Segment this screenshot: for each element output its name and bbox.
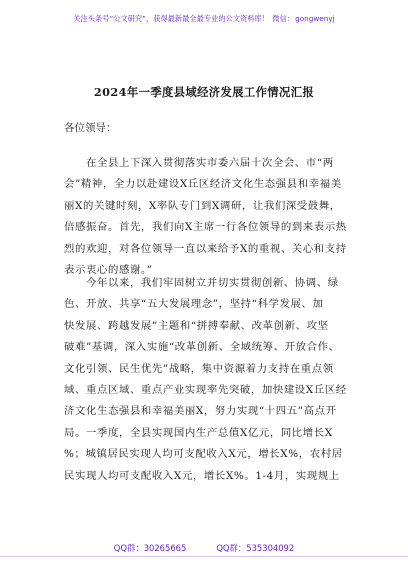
footer-divider <box>0 556 408 557</box>
document-salutation: 各位领导： <box>64 122 117 134</box>
paragraph-line: 文化引领、民生优先”战略，集中资源着力支持在重点领 <box>64 362 334 375</box>
header-wechat-label: 微信： <box>272 14 295 23</box>
footer-qq-group-2: QQ群：535304092 <box>216 543 295 553</box>
paragraph-line: 局。一季度，全县实现国内生产总值X亿元，同比增长X <box>64 426 333 439</box>
footer-qq-groups <box>0 542 408 554</box>
paragraph-line: 域、重点区域、重点产业实现率先突破，加快建设X丘区经 <box>64 383 347 396</box>
header-promo-banner <box>0 14 408 24</box>
paragraph-line: 济文化生态强县和幸福美丽X，努力实现“十四五”高点开 <box>64 405 337 418</box>
document-title: 2024年一季度县域经济发展工作情况汇报 <box>93 85 315 99</box>
paragraph-line: 色、开放、共享“五大发展理念”，坚持“科学发展、加 <box>64 298 324 311</box>
paragraph-line: 丽X的关键时刻，X率队专门到X调研，让我们深受鼓舞， <box>64 199 341 212</box>
footer-qq-group-1: QQ群：30265665 <box>113 543 187 553</box>
paragraph-line: 快发展、跨越发展”主题和“拼搏奉献、改革创新、攻坚 <box>64 319 329 332</box>
paragraph-2 <box>64 273 354 487</box>
paragraph-line: 表示衷心的感谢。” <box>64 263 153 276</box>
header-wechat-id: gongwenyj <box>295 14 335 23</box>
paragraph-1 <box>64 153 354 281</box>
paragraph-line: 倍感振奋。首先，我们向X主席一行各位领导的到来表示热 <box>64 221 347 234</box>
header-promo-text: 关注头条号“公文研究”，获得最新最全最专业的公文资料库！ <box>73 14 270 23</box>
paragraph-line: 会”精神，全力以赴建设X丘区经济文化生态强县和幸福美 <box>64 178 342 191</box>
paragraph-line: 民实现人均可支配收入X元，增长X%。1-4月，实现规上 <box>64 469 340 482</box>
paragraph-line: 烈的欢迎，对各位领导一直以来给予X的重视、关心和支持 <box>64 242 347 255</box>
paragraph-line: %；城镇居民实现人均可支配收入X元，增长X%，农村居 <box>64 448 343 461</box>
paragraph-line: 破难”基调，深入实施“改革创新、全域统筹、开放合作、 <box>64 341 340 354</box>
paragraph-line: 今年以来，我们牢固树立并切实贯彻创新、协调、绿 <box>64 277 339 289</box>
paragraph-line: 在全县上下深入贯彻落实市委六届十次全会、市“两 <box>64 157 334 169</box>
